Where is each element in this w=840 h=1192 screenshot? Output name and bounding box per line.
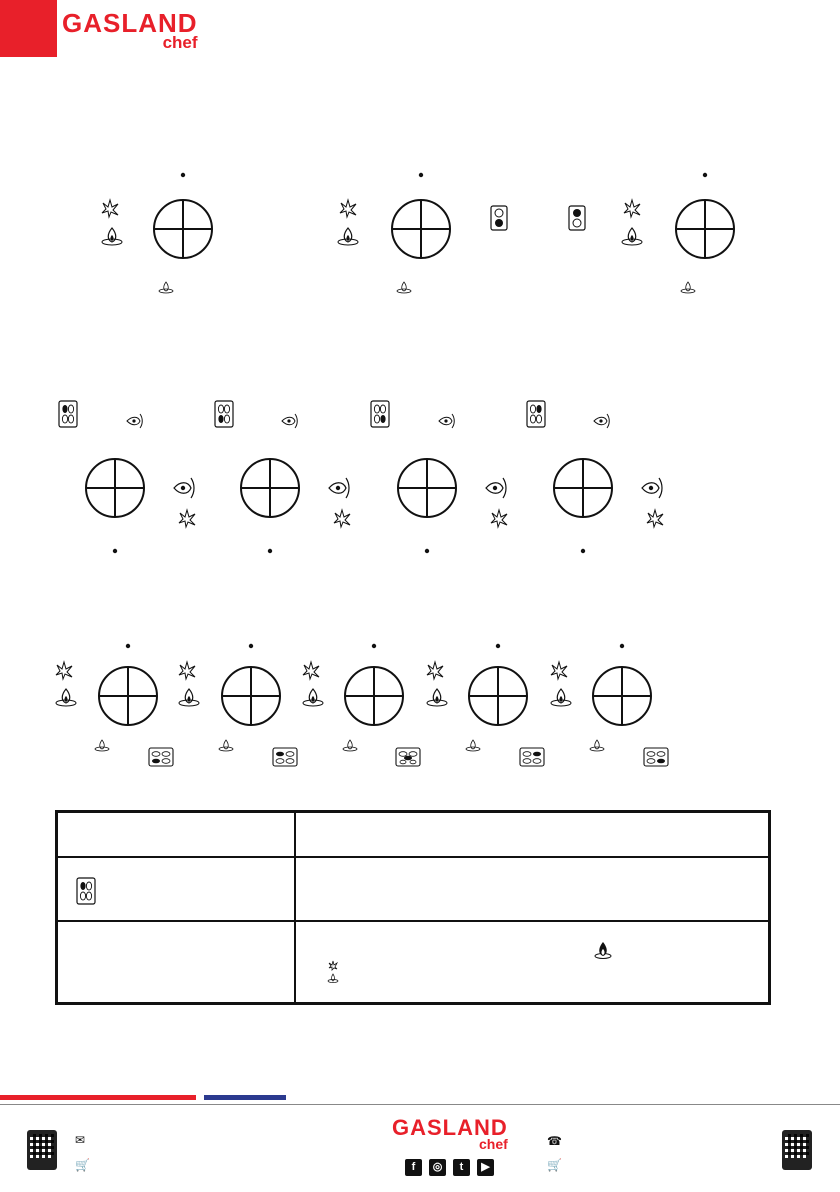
cart-icon: 🛒 — [75, 1158, 90, 1172]
symbol-table — [55, 810, 771, 1005]
qr-code-right[interactable] — [782, 1130, 812, 1170]
spark-icon — [329, 961, 337, 970]
header-logo-sub: chef — [162, 33, 198, 52]
burner-position-icon — [72, 873, 102, 913]
table-header-row — [58, 813, 768, 858]
footer-logo-brand: GASLAND — [392, 1115, 508, 1140]
footer-accent-red — [0, 1095, 196, 1100]
footer-logo — [392, 1117, 508, 1151]
cart-icon-right: 🛒 — [547, 1158, 562, 1172]
footer-logo-sub: chef — [478, 1136, 508, 1152]
footer-accent-blue — [204, 1095, 286, 1100]
phone-icon: ☎ — [547, 1134, 562, 1148]
table-row-flame-symbols — [58, 922, 768, 1002]
facebook-icon[interactable]: f — [405, 1159, 422, 1176]
mail-icon: ✉ — [75, 1133, 86, 1147]
youtube-icon[interactable]: ▶ — [477, 1159, 494, 1176]
small-flame-icon — [328, 974, 338, 983]
header-logo-brand: GASLAND — [62, 8, 198, 38]
table-row-burner-position — [58, 858, 768, 922]
twitter-icon[interactable]: t — [453, 1159, 470, 1176]
instagram-icon[interactable]: ◎ — [429, 1159, 446, 1176]
large-flame-icon — [595, 942, 611, 959]
qr-code-left[interactable] — [27, 1130, 57, 1170]
row1-diagram — [102, 173, 734, 293]
flame-symbols — [313, 930, 613, 990]
row2-diagram — [59, 401, 663, 553]
row3-diagram — [56, 644, 668, 766]
footer-divider — [0, 1104, 840, 1105]
